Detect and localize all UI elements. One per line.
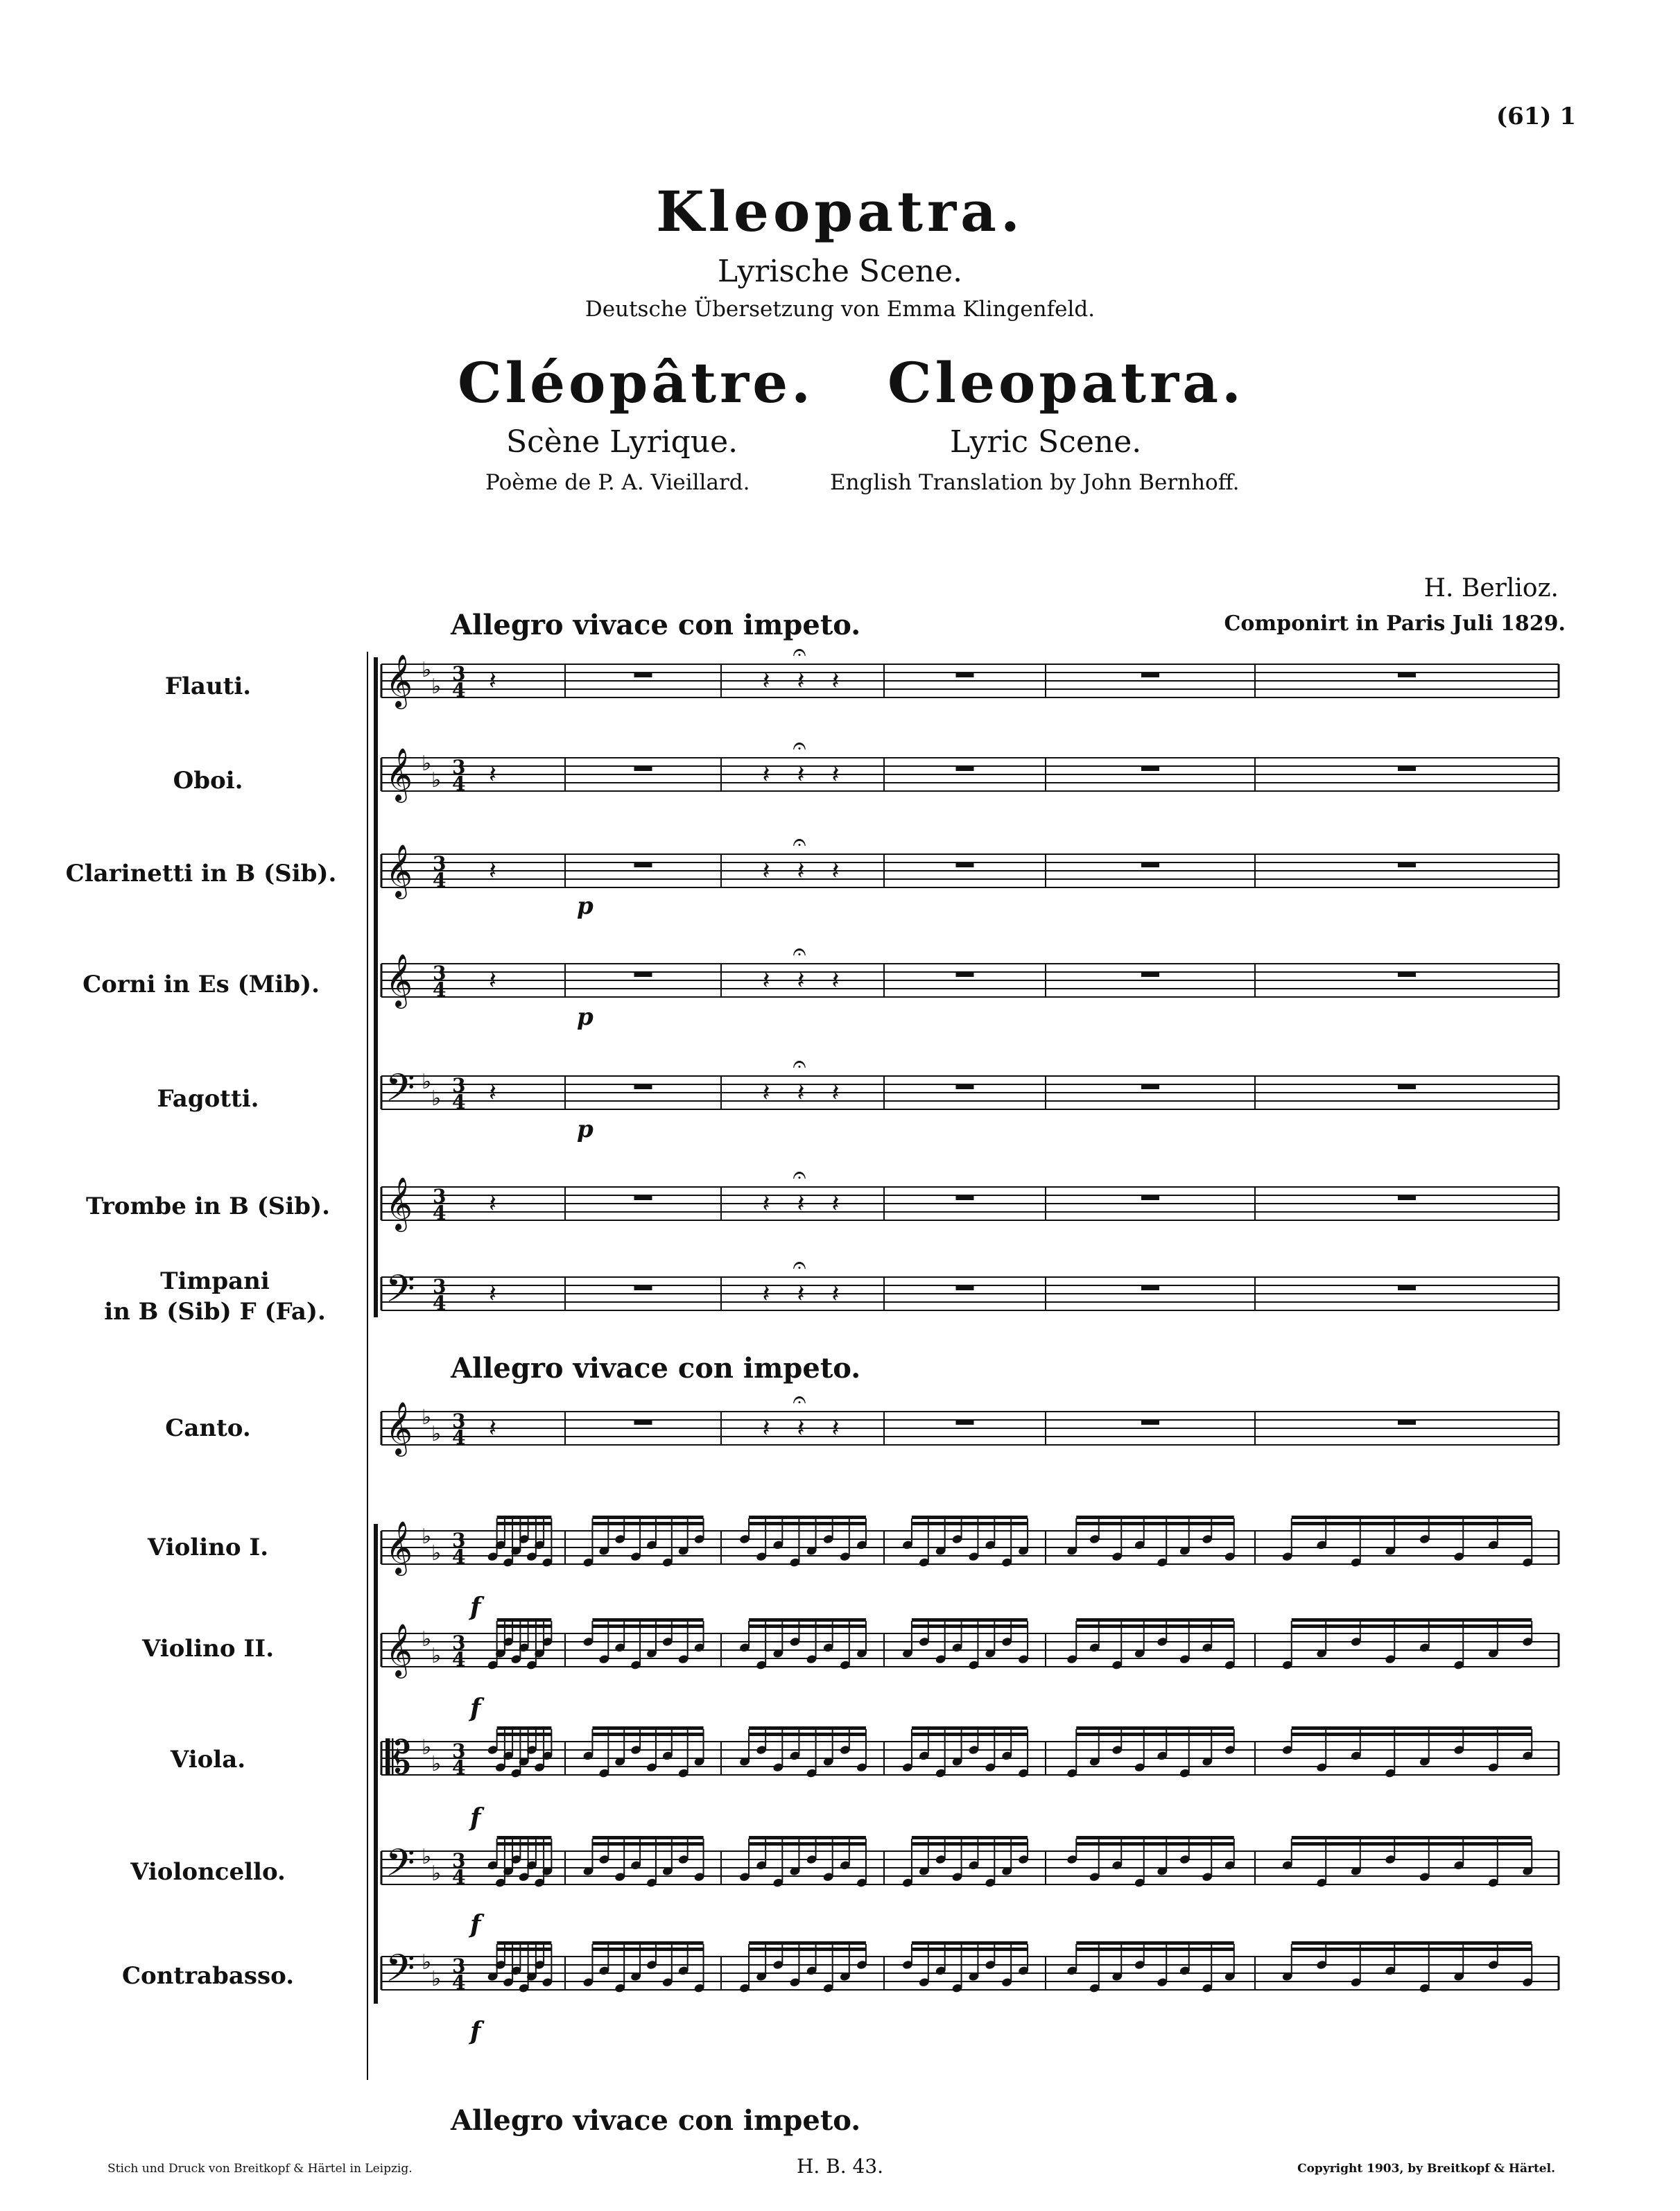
flat-icon: ♭ bbox=[422, 1627, 432, 1651]
instrument-label-timpani-tuning: in B (Sib) F (Fa). bbox=[104, 1298, 326, 1326]
instrument-label-timpani: Timpani bbox=[160, 1267, 270, 1295]
fermata-icon: 𝄐 bbox=[793, 1251, 806, 1279]
whole-rest bbox=[634, 1084, 652, 1089]
beam bbox=[1292, 1836, 1532, 1839]
quarter-rest-icon: 𝄽 bbox=[797, 1190, 805, 1218]
beam bbox=[1292, 1948, 1532, 1951]
quarter-rest-icon: 𝄽 bbox=[831, 1190, 840, 1218]
whole-rest bbox=[1141, 1195, 1159, 1200]
time-signature-denominator: 4 bbox=[433, 1292, 447, 1315]
quarter-rest-icon: 𝄽 bbox=[762, 1190, 770, 1218]
instrument-label-violino-2: Violino II. bbox=[141, 1635, 275, 1663]
beam bbox=[1292, 1733, 1532, 1736]
treble-clef-icon: 𝄞 bbox=[386, 1520, 413, 1574]
quarter-rest-icon: 𝄽 bbox=[489, 1079, 497, 1107]
bass-clef-icon: 𝄢 bbox=[386, 1066, 415, 1119]
flat-icon: ♭ bbox=[422, 1405, 432, 1430]
time-signature-denominator: 4 bbox=[452, 1426, 466, 1449]
beam bbox=[912, 1836, 1028, 1839]
time-signature-numerator: 3 bbox=[433, 852, 447, 875]
beam bbox=[749, 1842, 866, 1846]
dynamic-piano: p bbox=[577, 1003, 594, 1031]
beam bbox=[497, 1842, 552, 1846]
quarter-rest-icon: 𝄽 bbox=[489, 1190, 497, 1218]
beam bbox=[749, 1624, 866, 1628]
flat-icon: ♭ bbox=[422, 1735, 432, 1760]
time-signature-denominator: 4 bbox=[452, 1756, 466, 1779]
flat-icon: ♭ bbox=[422, 1525, 432, 1549]
beam bbox=[592, 1624, 703, 1628]
flat-icon: ♭ bbox=[431, 1422, 442, 1446]
whole-rest bbox=[1398, 766, 1416, 771]
quarter-rest-icon: 𝄽 bbox=[762, 1280, 770, 1308]
quarter-rest-icon: 𝄽 bbox=[831, 1280, 840, 1308]
beam bbox=[497, 1726, 552, 1730]
tempo-marking-voice: Allegro vivace con impeto. bbox=[451, 1352, 861, 1385]
time-signature-numerator: 3 bbox=[452, 1849, 466, 1872]
beam bbox=[1292, 1516, 1532, 1519]
quarter-rest-icon: 𝄽 bbox=[831, 761, 840, 789]
dynamic-forte: f bbox=[470, 2017, 481, 2046]
beam bbox=[497, 1624, 552, 1628]
composer-name: H. Berlioz. bbox=[1423, 574, 1559, 602]
beam bbox=[1076, 1522, 1234, 1525]
quarter-rest-icon: 𝄽 bbox=[797, 1414, 805, 1443]
beam bbox=[1292, 1842, 1532, 1846]
time-signature-denominator: 4 bbox=[452, 1545, 466, 1568]
treble-clef-icon: 𝄞 bbox=[386, 654, 413, 707]
treble-clef-icon: 𝄞 bbox=[386, 747, 413, 801]
dynamic-forte: f bbox=[470, 1694, 481, 1723]
instrument-label-canto: Canto. bbox=[165, 1414, 251, 1442]
footer-plate-number: H. B. 43. bbox=[796, 2155, 884, 2178]
time-signature-numerator: 3 bbox=[452, 1410, 466, 1432]
instrument-label-contrabasso: Contrabasso. bbox=[121, 1962, 295, 1990]
bass-clef-icon: 𝄢 bbox=[386, 1841, 415, 1894]
time-signature-denominator: 4 bbox=[452, 772, 466, 795]
time-signature-denominator: 4 bbox=[452, 1648, 466, 1671]
whole-rest bbox=[956, 673, 974, 677]
whole-rest bbox=[634, 766, 652, 771]
beam bbox=[497, 1836, 552, 1839]
beam bbox=[912, 1726, 1028, 1730]
whole-rest bbox=[956, 862, 974, 867]
flat-icon: ♭ bbox=[422, 752, 432, 776]
quarter-rest-icon: 𝄽 bbox=[831, 857, 840, 885]
instrument-label-oboi: Oboi. bbox=[173, 767, 243, 795]
fermata-icon: 𝄐 bbox=[793, 1161, 806, 1189]
flat-icon: ♭ bbox=[422, 1845, 432, 1869]
quarter-rest-icon: 𝄽 bbox=[762, 857, 770, 885]
fermata-icon: 𝄐 bbox=[793, 732, 806, 760]
whole-rest bbox=[634, 1195, 652, 1200]
time-signature-numerator: 3 bbox=[452, 1074, 466, 1097]
quarter-rest-icon: 𝄽 bbox=[797, 667, 805, 695]
beam bbox=[592, 1733, 703, 1736]
flat-icon: ♭ bbox=[431, 1967, 442, 1991]
whole-rest bbox=[634, 673, 652, 677]
quarter-rest-icon: 𝄽 bbox=[797, 761, 805, 789]
quarter-rest-icon: 𝄽 bbox=[762, 761, 770, 789]
quarter-rest-icon: 𝄽 bbox=[797, 1079, 805, 1107]
beam bbox=[497, 1516, 552, 1519]
whole-rest bbox=[1141, 673, 1159, 677]
beam bbox=[1076, 1516, 1234, 1519]
whole-rest bbox=[956, 1420, 974, 1425]
beam bbox=[592, 1836, 703, 1839]
beam bbox=[1292, 1624, 1532, 1628]
translator-german: Deutsche Übersetzung von Emma Klingenfeld. bbox=[584, 297, 1096, 322]
quarter-rest-icon: 𝄽 bbox=[831, 966, 840, 995]
beam bbox=[1292, 1726, 1532, 1730]
beam bbox=[912, 1618, 1028, 1622]
beam bbox=[1076, 1726, 1234, 1730]
fermata-icon: 𝄐 bbox=[793, 639, 806, 666]
quarter-rest-icon: 𝄽 bbox=[762, 667, 770, 695]
dynamic-forte: f bbox=[470, 1910, 481, 1939]
quarter-rest-icon: 𝄽 bbox=[797, 857, 805, 885]
time-signature-numerator: 3 bbox=[433, 1275, 447, 1298]
time-signature-denominator: 4 bbox=[452, 679, 466, 702]
dynamic-forte: f bbox=[470, 1803, 481, 1832]
beam bbox=[1292, 1941, 1532, 1945]
whole-rest bbox=[1141, 1420, 1159, 1425]
time-signature-numerator: 3 bbox=[433, 962, 447, 985]
instrument-label-violoncello: Violoncello. bbox=[130, 1858, 286, 1886]
beam bbox=[1076, 1733, 1234, 1736]
time-signature-numerator: 3 bbox=[452, 1529, 466, 1552]
flat-icon: ♭ bbox=[431, 1086, 442, 1111]
quarter-rest-icon: 𝄽 bbox=[831, 1414, 840, 1443]
beam bbox=[749, 1726, 866, 1730]
beam bbox=[592, 1618, 703, 1622]
beam bbox=[592, 1941, 703, 1945]
beam bbox=[497, 1522, 552, 1525]
quarter-rest-icon: 𝄽 bbox=[831, 1079, 840, 1107]
flat-icon: ♭ bbox=[431, 768, 442, 792]
flat-icon: ♭ bbox=[431, 1541, 442, 1566]
beam bbox=[1292, 1522, 1532, 1525]
beam bbox=[912, 1522, 1028, 1525]
flat-icon: ♭ bbox=[431, 1862, 442, 1886]
treble-clef-icon: 𝄞 bbox=[386, 1623, 413, 1676]
time-signature-numerator: 3 bbox=[452, 756, 466, 779]
bass-clef-icon: 𝄢 bbox=[386, 1946, 415, 2000]
time-signature-numerator: 3 bbox=[452, 1954, 466, 1977]
fermata-icon: 𝄐 bbox=[793, 1050, 806, 1078]
beam bbox=[1076, 1836, 1234, 1839]
title-french: Cléopâtre. bbox=[458, 350, 814, 415]
time-signature-numerator: 3 bbox=[452, 1740, 466, 1762]
whole-rest bbox=[1141, 1084, 1159, 1089]
title-german: Kleopatra. bbox=[656, 179, 1024, 244]
beam bbox=[749, 1941, 866, 1945]
whole-rest bbox=[956, 766, 974, 771]
fermata-icon: 𝄐 bbox=[793, 829, 806, 856]
treble-clef-icon: 𝄞 bbox=[386, 844, 413, 897]
instrument-label-fagotti: Fagotti. bbox=[157, 1085, 259, 1113]
time-signature-numerator: 3 bbox=[452, 1631, 466, 1654]
beam bbox=[912, 1948, 1028, 1951]
dynamic-piano: p bbox=[577, 892, 594, 920]
beam bbox=[592, 1726, 703, 1730]
quarter-rest-icon: 𝄽 bbox=[797, 966, 805, 995]
subtitle-german: Lyrische Scene. bbox=[717, 254, 963, 289]
beam bbox=[1292, 1618, 1532, 1622]
whole-rest bbox=[634, 862, 652, 867]
beam bbox=[592, 1522, 703, 1525]
quarter-rest-icon: 𝄽 bbox=[489, 667, 497, 695]
time-signature-denominator: 4 bbox=[452, 1971, 466, 1994]
flat-icon: ♭ bbox=[431, 1644, 442, 1668]
whole-rest bbox=[956, 1285, 974, 1290]
quarter-rest-icon: 𝄽 bbox=[489, 1280, 497, 1308]
whole-rest bbox=[1398, 1195, 1416, 1200]
flat-icon: ♭ bbox=[422, 1070, 432, 1094]
treble-clef-icon: 𝄞 bbox=[386, 1401, 413, 1455]
beam bbox=[749, 1522, 866, 1525]
whole-rest bbox=[1141, 766, 1159, 771]
beam bbox=[749, 1516, 866, 1519]
time-signature-denominator: 4 bbox=[433, 869, 447, 892]
translator-english: English Translation by John Bernhoff. bbox=[830, 470, 1240, 495]
whole-rest bbox=[1398, 673, 1416, 677]
treble-clef-icon: 𝄞 bbox=[386, 953, 413, 1007]
whole-rest bbox=[1398, 1420, 1416, 1425]
quarter-rest-icon: 𝄽 bbox=[762, 1414, 770, 1443]
whole-rest bbox=[1141, 1285, 1159, 1290]
quarter-rest-icon: 𝄽 bbox=[489, 1414, 497, 1443]
beam bbox=[749, 1618, 866, 1622]
quarter-rest-icon: 𝄽 bbox=[831, 667, 840, 695]
beam bbox=[912, 1516, 1028, 1519]
whole-rest bbox=[1141, 972, 1159, 977]
flat-icon: ♭ bbox=[431, 675, 442, 699]
dynamic-forte: f bbox=[470, 1593, 481, 1622]
quarter-rest-icon: 𝄽 bbox=[797, 1280, 805, 1308]
time-signature-denominator: 4 bbox=[433, 978, 447, 1001]
flat-icon: ♭ bbox=[422, 1950, 432, 1975]
beam bbox=[1076, 1842, 1234, 1846]
whole-rest bbox=[956, 1195, 974, 1200]
quarter-rest-icon: 𝄽 bbox=[762, 966, 770, 995]
whole-rest bbox=[1398, 972, 1416, 977]
fermata-icon: 𝄐 bbox=[793, 938, 806, 966]
bass-clef-icon: 𝄢 bbox=[386, 1267, 415, 1320]
instrument-label-corni: Corni in Es (Mib). bbox=[83, 971, 320, 998]
title-english: Cleopatra. bbox=[887, 350, 1245, 415]
flat-icon: ♭ bbox=[422, 658, 432, 682]
whole-rest bbox=[1398, 1084, 1416, 1089]
beam bbox=[592, 1842, 703, 1846]
subtitle-english: Lyric Scene. bbox=[950, 424, 1142, 460]
fermata-icon: 𝄐 bbox=[793, 1386, 806, 1414]
dynamic-piano: p bbox=[577, 1116, 594, 1143]
composition-note: Componirt in Paris Juli 1829. bbox=[1224, 612, 1566, 636]
treble-clef-icon: 𝄞 bbox=[386, 1177, 413, 1230]
instrument-label-flauti: Flauti. bbox=[164, 673, 252, 700]
beam bbox=[912, 1941, 1028, 1945]
whole-rest bbox=[1141, 862, 1159, 867]
flat-icon: ♭ bbox=[431, 1752, 442, 1776]
beam bbox=[749, 1948, 866, 1951]
footer-copyright: Copyright 1903, by Breitkopf & Härtel. bbox=[1297, 2162, 1555, 2176]
beam bbox=[749, 1836, 866, 1839]
beam bbox=[592, 1516, 703, 1519]
time-signature-numerator: 3 bbox=[452, 662, 466, 685]
beam bbox=[497, 1948, 552, 1951]
quarter-rest-icon: 𝄽 bbox=[489, 857, 497, 885]
whole-rest bbox=[634, 972, 652, 977]
beam bbox=[1076, 1941, 1234, 1945]
time-signature-denominator: 4 bbox=[452, 1091, 466, 1113]
instrument-label-trombe: Trombe in B (Sib). bbox=[86, 1193, 330, 1220]
beam bbox=[912, 1842, 1028, 1846]
quarter-rest-icon: 𝄽 bbox=[489, 966, 497, 995]
beam bbox=[497, 1941, 552, 1945]
instrument-label-clarinetti: Clarinetti in B (Sib). bbox=[65, 860, 337, 887]
beam bbox=[497, 1733, 552, 1736]
whole-rest bbox=[956, 1084, 974, 1089]
time-signature-denominator: 4 bbox=[433, 1202, 447, 1224]
beam bbox=[592, 1948, 703, 1951]
whole-rest bbox=[956, 972, 974, 977]
time-signature-numerator: 3 bbox=[433, 1185, 447, 1208]
page-number: (61) 1 bbox=[1496, 103, 1576, 130]
tempo-marking-winds: Allegro vivace con impeto. bbox=[451, 609, 861, 641]
beam bbox=[1076, 1624, 1234, 1628]
whole-rest bbox=[634, 1420, 652, 1425]
whole-rest bbox=[1398, 862, 1416, 867]
instrument-label-viola: Viola. bbox=[170, 1746, 246, 1774]
beam bbox=[912, 1733, 1028, 1736]
time-signature-denominator: 4 bbox=[452, 1866, 466, 1889]
footer-printer: Stich und Druck von Breitkopf & Härtel in Leipzig. bbox=[107, 2162, 413, 2176]
whole-rest bbox=[1398, 1285, 1416, 1290]
beam bbox=[1076, 1618, 1234, 1622]
quarter-rest-icon: 𝄽 bbox=[489, 761, 497, 789]
beam bbox=[749, 1733, 866, 1736]
poem-credit-french: Poème de P. A. Vieillard. bbox=[485, 470, 750, 495]
tempo-marking-strings: Allegro vivace con impeto. bbox=[451, 2104, 861, 2137]
alto-clef-icon: 𝄡 bbox=[386, 1731, 411, 1785]
subtitle-french: Scène Lyrique. bbox=[506, 424, 738, 460]
beam bbox=[497, 1618, 552, 1622]
beam bbox=[1076, 1948, 1234, 1951]
quarter-rest-icon: 𝄽 bbox=[762, 1079, 770, 1107]
whole-rest bbox=[634, 1285, 652, 1290]
beam bbox=[912, 1624, 1028, 1628]
instrument-label-violino-1: Violino I. bbox=[147, 1534, 269, 1561]
